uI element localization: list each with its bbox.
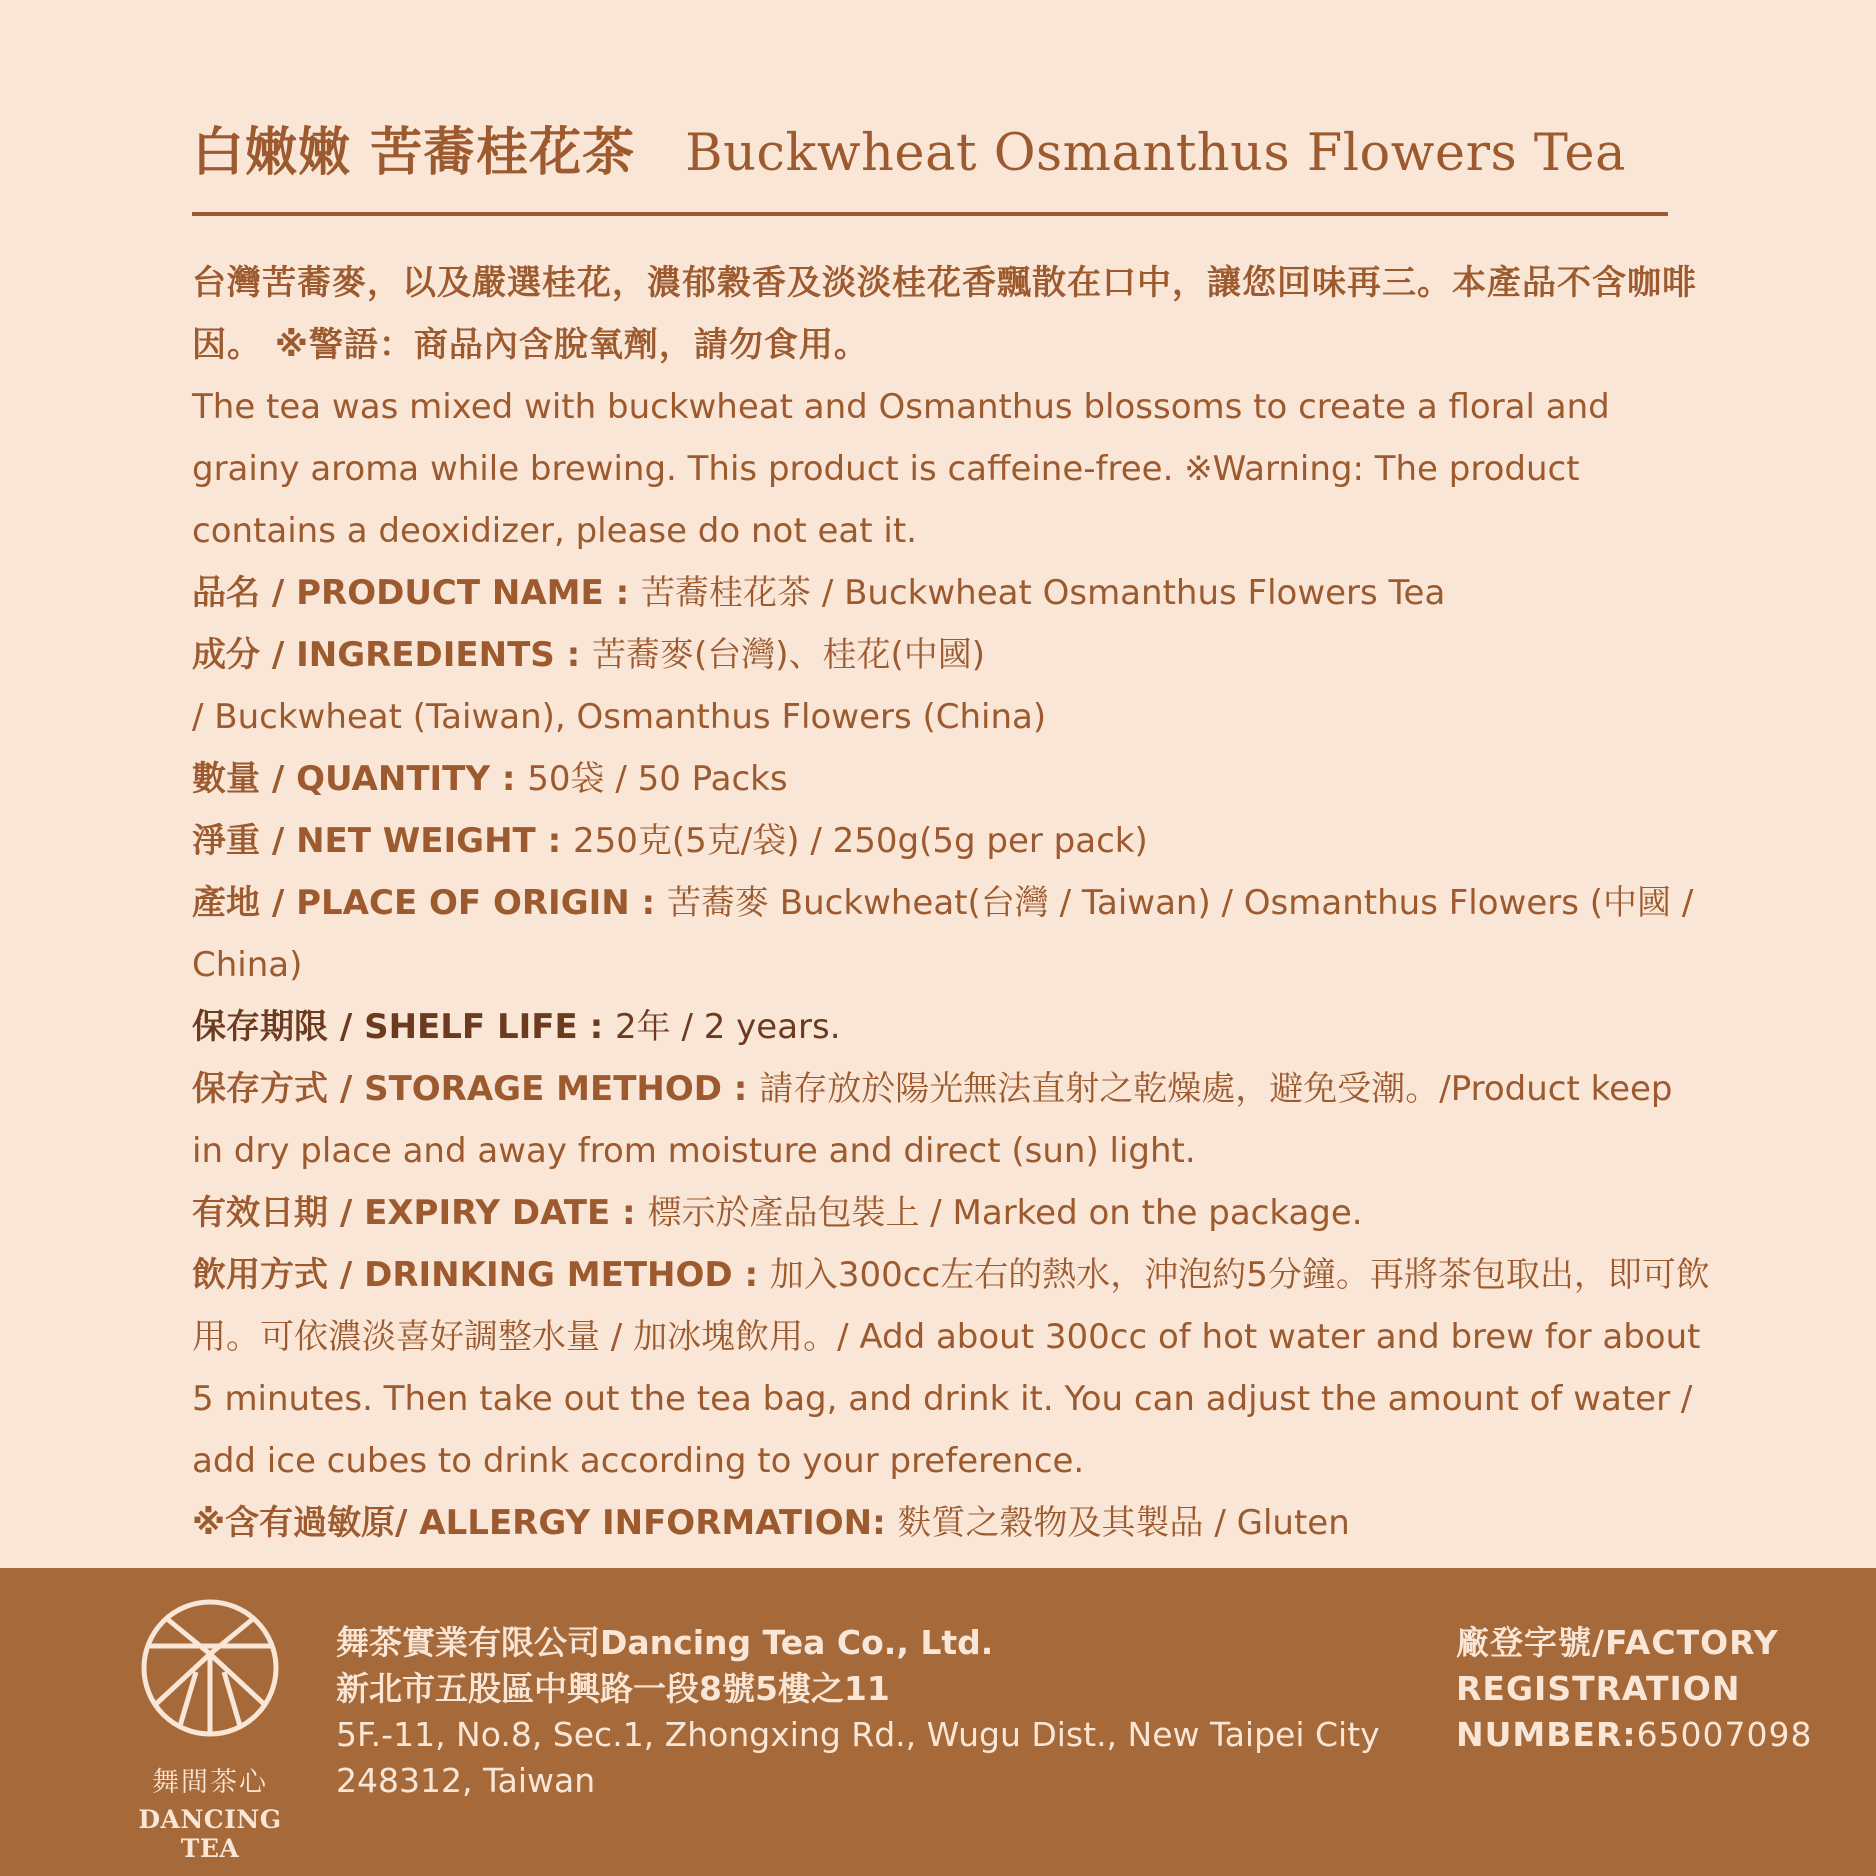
product-label (192, 110, 1692, 194)
address-english: 5F.-11, No.8, Sec.1, Zhongxing Rd., Wugu Dist., New Taipei City 248312, Taiwan (336, 1715, 1380, 1800)
spec-value: 標示於產品包裝上 / Marked on the package. (647, 1193, 1363, 1233)
spec-expiry (192, 1182, 1712, 1244)
spec-label: ※含有過敏原/ ALLERGY INFORMATION: (192, 1503, 898, 1543)
spec-value: 麩質之穀物及其製品 / Gluten (897, 1503, 1350, 1543)
spec-value: 苦蕎麥(台灣)、桂花(中國) (592, 635, 986, 675)
brand-name-chinese: 舞間茶心 (152, 1767, 268, 1798)
spec-label: 飲用方式 / DRINKING METHOD : (192, 1255, 770, 1295)
spec-value: 請存放於陽光無法直射之乾燥處，避免受潮。/Product keep in dry place and away from moisture and direct (sun) light. (192, 1069, 1673, 1171)
spec-label: 淨重 / NET WEIGHT : (192, 821, 574, 861)
factory-registration (1456, 1620, 1856, 1758)
title-divider (192, 212, 1668, 216)
company-info (336, 1620, 1446, 1804)
title-chinese: 白嫩嫩 苦蕎桂花茶 (192, 123, 636, 183)
tea-character-logo-icon (140, 1598, 280, 1738)
spec-origin (192, 872, 1712, 996)
spec-ingredients (192, 624, 1712, 686)
intro-chinese: 台灣苦蕎麥，以及嚴選桂花，濃郁穀香及淡淡桂花香飄散在口中，讓您回味再三。本產品不含咖啡因。 ※警語：商品內含脫氧劑，請勿食用。 (192, 263, 1697, 365)
brand-name-english: DANCING TEA (138, 1805, 282, 1863)
registration-number: 65007098 (1636, 1715, 1813, 1754)
intro-english: The tea was mixed with buckwheat and Osmanthus blossoms to create a floral and grainy aroma while brewing. This product is caffeine-free. ※Warning: The product contains a deoxidizer, please do not eat it. (192, 387, 1610, 551)
spec-label: 保存方式 / STORAGE METHOD : (192, 1069, 760, 1109)
spec-value: 苦蕎桂花茶 / Buckwheat Osmanthus Flowers Tea (641, 573, 1446, 613)
spec-value: 50袋 / 50 Packs (527, 759, 788, 799)
title-english: Buckwheat Osmanthus Flowers Tea (685, 124, 1627, 183)
spec-net-weight (192, 810, 1712, 872)
spec-label: 品名 / PRODUCT NAME : (192, 573, 642, 613)
spec-label: 數量 / QUANTITY : (192, 759, 528, 799)
spec-shelf-life (192, 996, 1712, 1058)
spec-label: 保存期限 / SHELF LIFE : (192, 1007, 616, 1047)
spec-ingredients-en: / Buckwheat (Taiwan), Osmanthus Flowers (China) (192, 697, 1047, 737)
spec-label: 成分 / INGREDIENTS : (192, 635, 593, 675)
spec-quantity (192, 748, 1712, 810)
product-description (192, 252, 1712, 1554)
spec-allergy (192, 1492, 1712, 1554)
spec-storage (192, 1058, 1712, 1182)
spec-value: 加入300cc左右的熱水，沖泡約5分鐘。再將茶包取出，即可飲用。可依濃淡喜好調整水量 / 加冰塊飲用。/ Add about 300cc of hot water and brew for about 5 minutes. Then take out the tea bag, and drink it. You can adjust the amount of water / add ice cubes to drink according to your preference. (192, 1255, 1710, 1481)
brand-logo (112, 1598, 308, 1863)
address-chinese: 新北市五股區中興路一段8號5樓之11 (336, 1669, 890, 1708)
spec-value: 苦蕎麥 Buckwheat(台灣 / Taiwan) / Osmanthus Flowers (中國 / China) (192, 883, 1694, 985)
spec-drinking (192, 1244, 1712, 1492)
page-title (192, 110, 1692, 194)
registration-label: 廠登字號/FACTORY REGISTRATION NUMBER: (1456, 1623, 1779, 1754)
spec-value: 250克(5克/袋) / 250g(5g per pack) (573, 821, 1148, 861)
footer (0, 1568, 1876, 1876)
spec-label: 產地 / PLACE OF ORIGIN : (192, 883, 667, 923)
spec-label: 有效日期 / EXPIRY DATE : (192, 1193, 648, 1233)
company-name: 舞茶實業有限公司Dancing Tea Co., Ltd. (336, 1623, 994, 1662)
spec-product-name (192, 562, 1712, 624)
spec-value: 2年 / 2 years. (615, 1007, 841, 1047)
